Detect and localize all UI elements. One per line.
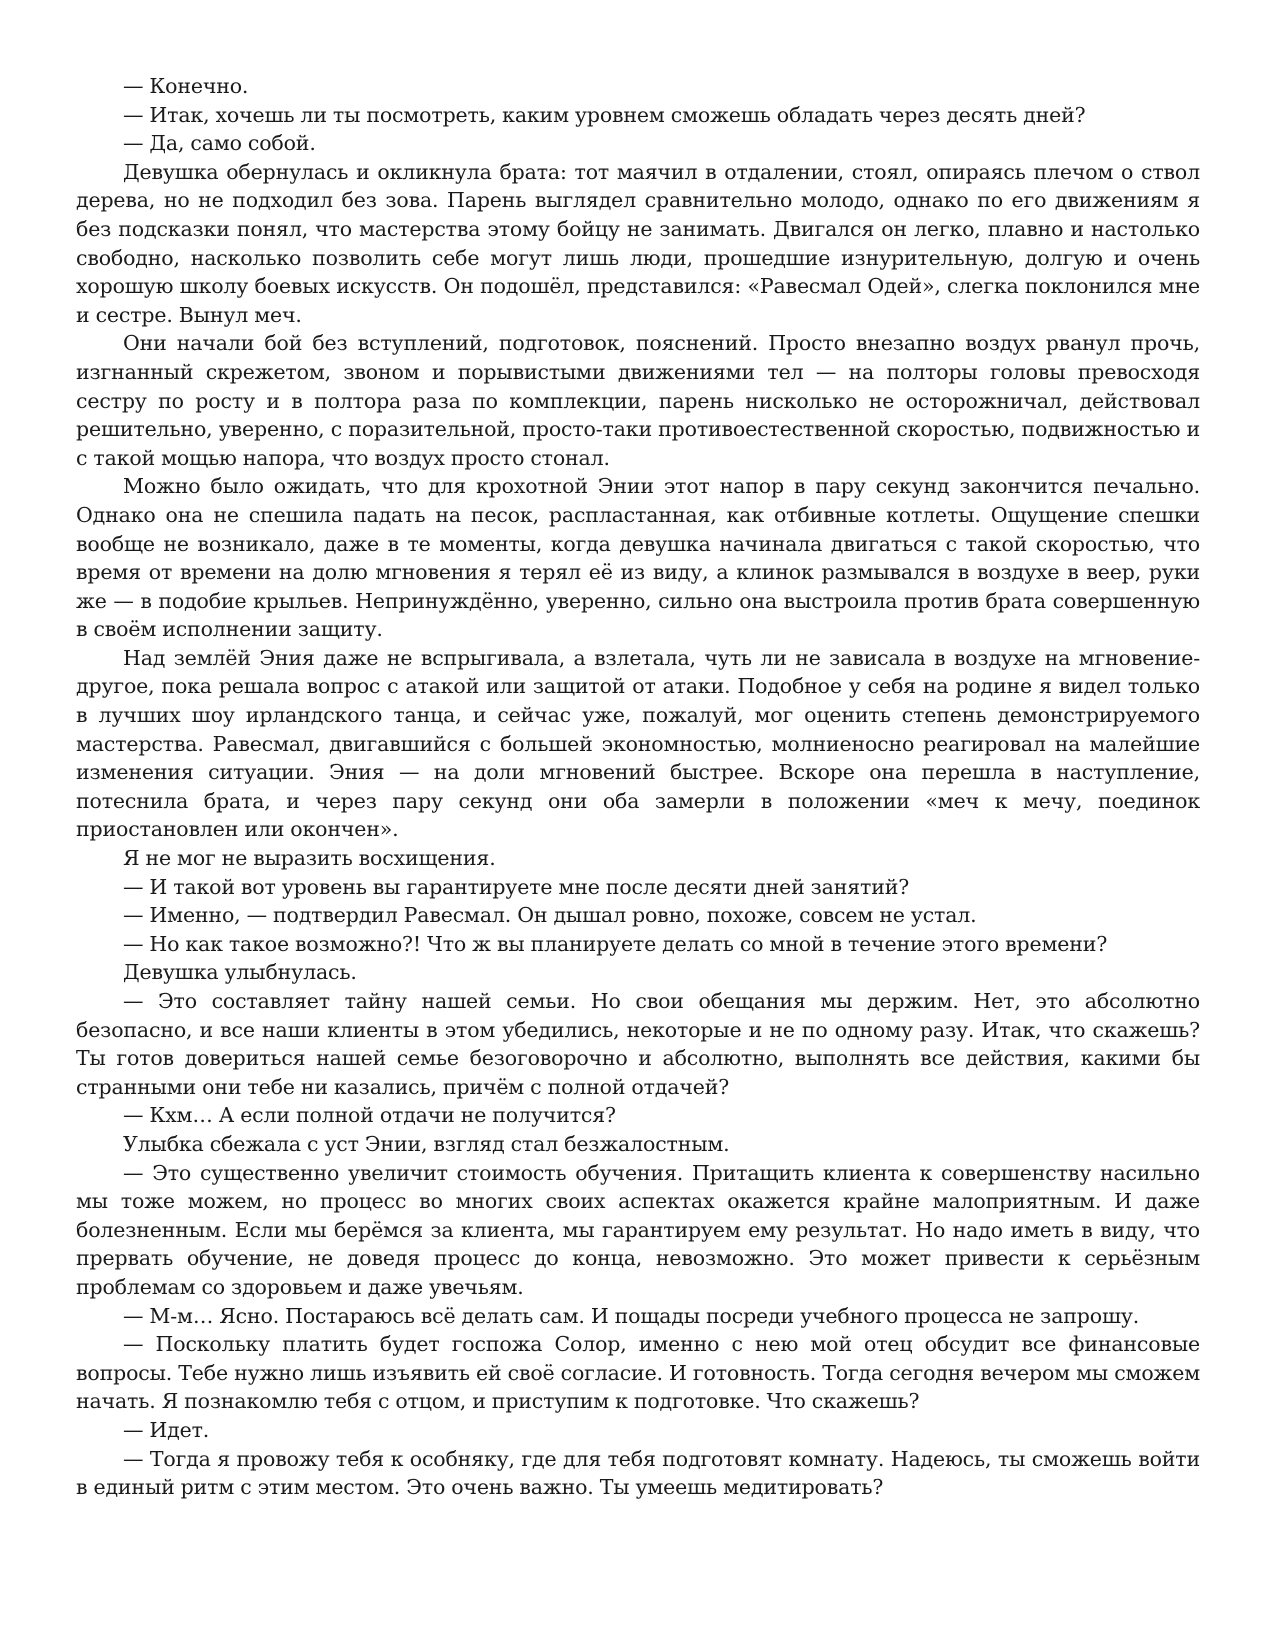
paragraph: — Но как такое возможно?! Что ж вы планируете делать со мной в течение этого времени? (123, 931, 1108, 956)
paragraph: — Кхм… А если полной отдачи не получится? (123, 1103, 616, 1128)
paragraph: — И такой вот уровень вы гарантируете мне после десяти дней занятий? (123, 874, 910, 899)
paragraph: Девушка улыбнулась. (123, 960, 357, 985)
paragraph: — Именно, — подтвердил Равесмал. Он дышал ровно, похоже, совсем не устал. (123, 903, 977, 928)
paragraph: — Тогда я провожу тебя к особняку, где для тебя подготовят комнату. Надеюсь, ты сможешь войти в единый ритм с этим местом. Это очень важно. Ты умеешь медитировать? (76, 1446, 1200, 1500)
paragraph: — Итак, хочешь ли ты посмотреть, каким уровнем сможешь обладать через десять дней? (123, 102, 1086, 127)
paragraph: Девушка обернулась и окликнула брата: тот маячил в отдалении, стоял, опираясь плечом о ствол дерева, но не подходил без зова. Парень выглядел сравнительно молодо, однако по его движениям я без подсказки понял, что мастерства этому бойцу не занимать. Двигался он легко, плавно и настолько свободно, насколько позволить себе могут лишь люди, прошедшие изнурительную, долгую и очень хорошую школу боевых искусств. Он подошёл, представился: «Равесмал Одей», слегка поклонился мне и сестре. Вынул меч. (76, 159, 1200, 327)
paragraph: — Идет. (123, 1417, 210, 1442)
paragraph: — Конечно. (123, 74, 249, 98)
paragraph: — М-м… Ясно. Постараюсь всё делать сам. И пощады посреди учебного процесса не запрошу. (123, 1303, 1140, 1328)
paragraph: — Это составляет тайну нашей семьи. Но свои обещания мы держим. Нет, это абсолютно безопасно, и все наши клиенты в этом убедились, некоторые и не по одному разу. Итак, что скажешь? Ты готов довериться нашей семье безоговорочно и абсолютно, выполнять все действия, какими бы странными они тебе ни казались, причём с полной отдачей? (76, 989, 1200, 1099)
paragraph: — Это существенно увеличит стоимость обучения. Притащить клиента к совершенству насильно мы тоже можем, но процесс во многих своих аспектах окажется крайне малоприятным. И даже болезненным. Если мы берёмся за клиента, мы гарантируем ему результат. Но надо иметь в виду, что прервать обучение, не доведя процесс до конца, невозможно. Это может привести к серьёзным проблемам со здоровьем и даже увечьям. (76, 1160, 1200, 1299)
paragraph: Можно было ожидать, что для крохотной Энии этот напор в пару секунд закончится печально. Однако она не спешила падать на песок, распластанная, как отбивные котлеты. Ощущение спешки вообще не возникало, даже в те моменты, когда девушка начинала двигаться с такой скоростью, что время от времени на долю мгновения я терял её из виду, а клинок размывался в воздухе в веер, руки же — в подобие крыльев. Непринуждённо, уверенно, сильно она выстроила против брата совершенную в своём исполнении защиту. (76, 474, 1200, 642)
paragraph: Я не мог не выразить восхищения. (123, 846, 496, 871)
paragraph: Улыбка сбежала с уст Энии, взгляд стал безжалостным. (123, 1131, 730, 1156)
paragraph: Они начали бой без вступлений, подготовок, пояснений. Просто внезапно воздух рванул прочь, изгнанный скрежетом, звоном и порывистыми движениями тел — на полторы головы превосходя сестру по росту и в полтора раза по комплекции, парень нисколько не осторожничал, действовал решительно, уверенно, с поразительной, просто-таки противоестественной скоростью, подвижностью и с такой мощью напора, что воздух просто стонал. (76, 331, 1200, 470)
paragraph: — Да, само собой. (123, 131, 316, 156)
page-text (76, 72, 1200, 1502)
paragraph: — Поскольку платить будет госпожа Солор, именно с нею мой отец обсудит все финансовые вопросы. Тебе нужно лишь изъявить ей своё согласие. И готовность. Тогда сегодня вечером мы сможем начать. Я познакомлю тебя с отцом, и приступим к подготовке. Что скажешь? (76, 1332, 1200, 1414)
paragraph: Над землёй Эния даже не вспрыгивала, а взлетала, чуть ли не зависала в воздухе на мгновение-другое, пока решала вопрос с атакой или защитой от атаки. Подобное у себя на родине я видел только в лучших шоу ирландского танца, и сейчас уже, пожалуй, мог оценить степень демонстрируемого мастерства. Равесмал, двигавшийся с большей экономностью, молниеносно реагировал на малейшие изменения ситуации. Эния — на доли мгновений быстрее. Вскоре она перешла в наступление, потеснила брата, и через пару секунд они оба замерли в положении «меч к мечу, поединок приостановлен или окончен». (76, 645, 1200, 842)
